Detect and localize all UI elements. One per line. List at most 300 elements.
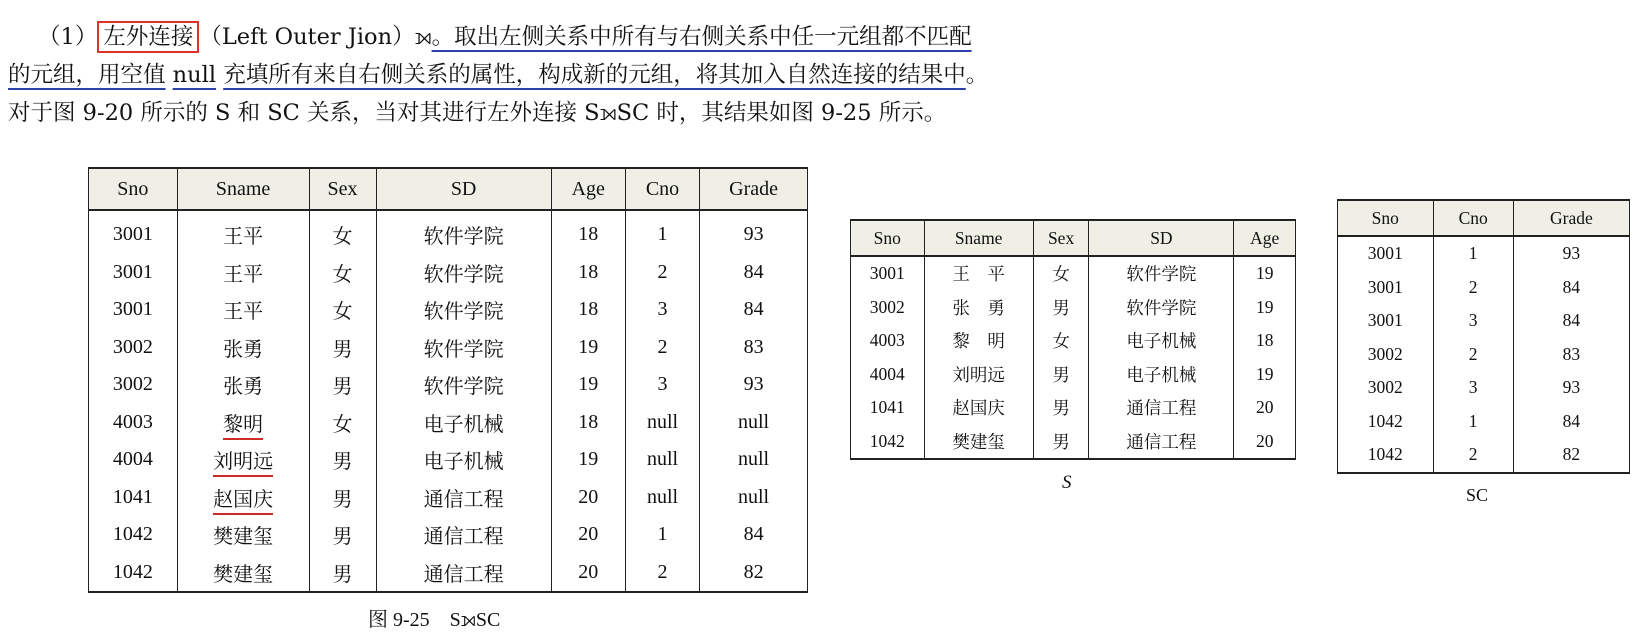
cell-text: 2: [1468, 444, 1478, 465]
cell-sname: [177, 329, 309, 367]
cell-text: 电子机械: [423, 413, 504, 436]
cell-grade: [700, 516, 808, 554]
cell-text: 18: [1255, 330, 1274, 351]
header-age: Age: [1234, 220, 1296, 256]
table-row: [851, 425, 1296, 460]
cell-sd: [376, 441, 551, 479]
cell-text: 女: [332, 413, 353, 436]
cell-sname: [177, 254, 309, 292]
cell-text: 樊建玺: [213, 563, 274, 586]
sc-table-caption: SC: [1466, 485, 1489, 505]
s-relation-table: [850, 219, 1296, 460]
header-sno: Sno: [89, 168, 178, 210]
cell-text: 18: [578, 410, 599, 433]
cell-sno: [89, 479, 178, 517]
header-grade: Grade: [1513, 200, 1629, 236]
cell-text: 男: [332, 376, 353, 399]
cell-text: 软件学院: [423, 338, 504, 361]
caption-suffix: SC: [475, 609, 501, 631]
cell-text: 刘明远: [952, 364, 1005, 385]
cell-text: 黎明: [223, 414, 263, 440]
cell-grade: [1513, 338, 1629, 372]
header-sname: Sname: [177, 168, 309, 210]
sentence-1: 。取出左侧关系中所有与右侧关系中任一元组都不匹配的元组，用空值: [8, 24, 972, 88]
header-sd: SD: [376, 168, 551, 210]
cell-text: 电子机械: [423, 451, 504, 474]
cell-age: [551, 291, 625, 329]
cell-cno: [625, 479, 699, 517]
cell-text: 男: [1052, 398, 1070, 419]
null-word: null: [172, 62, 217, 88]
cell-text: 1: [1468, 410, 1478, 431]
table-row: [1338, 438, 1630, 473]
cell-sno: [89, 254, 178, 292]
cell-text: 3002: [1367, 343, 1403, 364]
sentence-4: SC 时，其结果如图 9-25 所示。: [616, 100, 947, 126]
cell-text: 男: [332, 563, 353, 586]
header-cno: Cno: [1433, 200, 1513, 236]
cell-age: [1234, 391, 1296, 425]
cell-text: 83: [743, 335, 764, 358]
cell-text: 软件学院: [1126, 297, 1197, 318]
cell-text: 4004: [869, 363, 905, 384]
cell-text: 3002: [112, 373, 153, 396]
table-row: [89, 404, 808, 442]
cell-text: 93: [743, 373, 764, 396]
table-row: [851, 291, 1296, 325]
cell-sex: [1033, 324, 1089, 358]
table-row: [89, 516, 808, 554]
cell-text: 樊建玺: [213, 526, 274, 549]
cell-text: 19: [578, 448, 599, 471]
cell-cno: [625, 516, 699, 554]
cell-text: 女: [332, 301, 353, 324]
cell-sex: [1033, 256, 1089, 291]
cell-text: 3002: [869, 296, 905, 317]
table-row: [89, 329, 808, 367]
cell-text: 王平: [223, 301, 264, 324]
cell-sex: [309, 441, 376, 479]
cell-sname: [177, 479, 309, 517]
cell-text: 女: [332, 263, 353, 286]
cell-text: 软件学院: [423, 376, 504, 399]
cell-sno: [851, 358, 925, 392]
cell-text: 84: [1562, 410, 1581, 431]
table-row: [89, 554, 808, 593]
cell-text: 1: [657, 223, 668, 246]
definition-paragraph: [8, 18, 993, 132]
cell-sname: [177, 554, 309, 593]
header-sname: Sname: [924, 220, 1033, 256]
cell-text: 3: [1468, 310, 1478, 331]
cell-sex: [309, 516, 376, 554]
cell-age: [551, 479, 625, 517]
cell-cno: [625, 404, 699, 442]
cell-text: 1042: [1367, 444, 1403, 465]
header-sex: Sex: [1033, 220, 1089, 256]
cell-grade: [1513, 371, 1629, 405]
table-row: [1338, 405, 1630, 439]
cell-sname: [177, 516, 309, 554]
cell-text: 93: [1562, 377, 1581, 398]
cell-sd: [1089, 358, 1234, 392]
cell-text: 83: [1562, 343, 1581, 364]
cell-cno: [625, 210, 699, 254]
cell-sno: [1338, 304, 1434, 338]
cell-sex: [1033, 425, 1089, 460]
cell-sno: [89, 210, 178, 254]
cell-sex: [1033, 291, 1089, 325]
table-row: [89, 366, 808, 404]
cell-text: 女: [332, 226, 353, 249]
cell-text: 19: [1255, 363, 1274, 384]
cell-text: 20: [578, 560, 599, 583]
cell-text: 84: [1562, 310, 1581, 331]
cell-sname: [177, 291, 309, 329]
cell-age: [1234, 358, 1296, 392]
cell-grade: [700, 254, 808, 292]
cell-text: 女: [1052, 331, 1070, 352]
cell-text: 1041: [112, 485, 153, 508]
cell-text: 4003: [112, 410, 153, 433]
cell-sd: [1089, 391, 1234, 425]
cell-sno: [89, 554, 178, 593]
cell-grade: [1513, 236, 1629, 271]
cell-sname: [924, 358, 1033, 392]
cell-text: 1041: [869, 397, 905, 418]
cell-cno: [1433, 405, 1513, 439]
cell-text: 3: [657, 298, 668, 321]
cell-text: 19: [1255, 263, 1274, 284]
cell-text: 男: [332, 451, 353, 474]
table-row: [851, 391, 1296, 425]
cell-text: 王平: [223, 263, 264, 286]
cell-age: [551, 404, 625, 442]
cell-sno: [851, 324, 925, 358]
cell-sex: [309, 366, 376, 404]
cell-sno: [1338, 438, 1434, 473]
cell-text: 软件学院: [423, 301, 504, 324]
cell-sex: [309, 329, 376, 367]
cell-text: null: [738, 448, 770, 471]
cell-cno: [1433, 304, 1513, 338]
left-join-symbol-inline: ⟕: [599, 100, 617, 126]
cell-sd: [376, 291, 551, 329]
cell-sno: [89, 329, 178, 367]
cell-text: null: [646, 485, 679, 508]
cell-text: 1: [657, 523, 668, 546]
cell-age: [551, 441, 625, 479]
cell-text: 男: [1052, 364, 1070, 385]
table-row: [851, 256, 1296, 291]
table-row: [1338, 271, 1630, 305]
cell-grade: [700, 329, 808, 367]
cell-text: 93: [743, 223, 764, 246]
cell-cno: [625, 329, 699, 367]
term-highlight-box: [97, 21, 199, 53]
figure-caption-9-25: [368, 603, 500, 632]
cell-text: 赵国庆: [952, 398, 1005, 419]
cell-sex: [1033, 391, 1089, 425]
cell-text: 2: [657, 260, 668, 283]
table-row: [851, 358, 1296, 392]
cell-grade: [700, 441, 808, 479]
cell-sname: [924, 391, 1033, 425]
cell-grade: [1513, 438, 1629, 473]
cell-text: 女: [1052, 264, 1070, 285]
cell-sd: [376, 254, 551, 292]
cell-grade: [1513, 304, 1629, 338]
cell-text: 18: [578, 223, 599, 246]
cell-text: 82: [743, 560, 764, 583]
cell-sd: [1089, 324, 1234, 358]
cell-cno: [625, 366, 699, 404]
cell-sname: [924, 256, 1033, 291]
sc-table-header-row: [1338, 200, 1630, 236]
cell-text: 20: [1255, 397, 1274, 418]
sc-relation-table: [1337, 199, 1630, 474]
cell-text: 2: [1468, 343, 1478, 364]
cell-text: 王平: [223, 226, 264, 249]
cell-sex: [309, 479, 376, 517]
table-row: [1338, 338, 1630, 372]
cell-sex: [309, 210, 376, 254]
cell-sno: [89, 291, 178, 329]
cell-text: 3001: [112, 223, 153, 246]
cell-text: 3002: [1367, 377, 1403, 398]
cell-text: 4004: [112, 448, 153, 471]
cell-sex: [309, 404, 376, 442]
cell-text: 3001: [1367, 243, 1403, 264]
cell-text: 3001: [1367, 276, 1403, 297]
table-row: [89, 291, 808, 329]
cell-grade: [700, 366, 808, 404]
cell-grade: [700, 291, 808, 329]
cell-text: 张 勇: [952, 297, 1005, 318]
cell-text: 19: [1255, 296, 1274, 317]
cell-text: 84: [1562, 276, 1581, 297]
cell-text: 软件学院: [1126, 264, 1197, 285]
cell-text: 2: [657, 560, 668, 583]
cell-text: 通信工程: [423, 563, 504, 586]
cell-cno: [1433, 236, 1513, 271]
cell-sd: [1089, 256, 1234, 291]
cell-text: 通信工程: [1126, 431, 1197, 452]
cell-text: 通信工程: [423, 526, 504, 549]
cell-grade: [700, 404, 808, 442]
cell-text: 男: [332, 526, 353, 549]
cell-sd: [376, 479, 551, 517]
cell-text: null: [738, 485, 770, 508]
cell-cno: [625, 554, 699, 593]
cell-sd: [1089, 291, 1234, 325]
s-table-caption: S: [1062, 472, 1072, 493]
table-row: [89, 479, 808, 517]
cell-grade: [700, 479, 808, 517]
cell-text: 3: [657, 373, 668, 396]
cell-text: 18: [578, 260, 599, 283]
cell-sno: [851, 391, 925, 425]
header-age: Age: [551, 168, 625, 210]
cell-age: [1234, 291, 1296, 325]
cell-sno: [851, 425, 925, 460]
cell-age: [1234, 256, 1296, 291]
header-sd: SD: [1089, 220, 1234, 256]
cell-text: 1042: [112, 523, 153, 546]
cell-text: 84: [743, 523, 764, 546]
result-table-header-row: [89, 168, 808, 210]
cell-text: 84: [743, 260, 764, 283]
cell-text: 4003: [869, 330, 905, 351]
cell-text: 3001: [869, 263, 905, 284]
cell-sno: [89, 366, 178, 404]
cell-age: [551, 554, 625, 593]
cell-text: 20: [578, 523, 599, 546]
table-row: [1338, 304, 1630, 338]
cell-cno: [1433, 338, 1513, 372]
cell-sno: [1338, 371, 1434, 405]
cell-text: 刘明远: [213, 451, 273, 477]
table-row: [89, 441, 808, 479]
term-english: （Left Outer Jion）: [199, 24, 415, 50]
cell-text: 软件学院: [423, 263, 504, 286]
cell-text: 1042: [112, 560, 153, 583]
cell-text: 3: [1468, 377, 1478, 398]
cell-sname: [177, 210, 309, 254]
result-table-body: [89, 210, 808, 592]
cell-sno: [89, 404, 178, 442]
sentence-2: 充填所有来自右侧关系的属性，构成新的元组，将其加入自然连接的结果中: [223, 62, 966, 88]
cell-cno: [625, 254, 699, 292]
cell-sname: [177, 404, 309, 442]
cell-sno: [89, 441, 178, 479]
cell-text: 黎 明: [952, 331, 1005, 352]
cell-text: 1042: [869, 430, 905, 451]
sentence-3: 。对于图 9-20 所示的 S 和 SC 关系，当对其进行左外连接 S: [8, 62, 989, 126]
s-table-body: [851, 256, 1296, 459]
cell-text: 张勇: [223, 376, 264, 399]
cell-text: null: [738, 410, 770, 433]
item-number: （1）: [38, 24, 98, 50]
cell-text: 通信工程: [1126, 398, 1197, 419]
header-grade: Grade: [700, 168, 808, 210]
table-row: [1338, 371, 1630, 405]
cell-grade: [1513, 271, 1629, 305]
cell-text: 82: [1562, 444, 1581, 465]
cell-age: [551, 254, 625, 292]
cell-text: 樊建玺: [952, 431, 1005, 452]
cell-sno: [89, 516, 178, 554]
cell-sex: [309, 254, 376, 292]
cell-text: 男: [1052, 297, 1070, 318]
cell-cno: [625, 441, 699, 479]
cell-age: [551, 329, 625, 367]
cell-text: null: [646, 410, 679, 433]
cell-sno: [1338, 338, 1434, 372]
cell-grade: [700, 554, 808, 593]
cell-text: null: [646, 448, 679, 471]
table-row: [89, 210, 808, 254]
cell-text: 1: [1468, 243, 1478, 264]
cell-sno: [851, 256, 925, 291]
cell-text: 软件学院: [423, 226, 504, 249]
term-left-outer-join: 左外连接: [103, 24, 194, 50]
result-table-9-25: [88, 167, 808, 593]
cell-sex: [1033, 358, 1089, 392]
cell-sno: [851, 291, 925, 325]
caption-join-symbol: ⟕: [460, 609, 476, 631]
cell-sno: [1338, 271, 1434, 305]
cell-sd: [376, 329, 551, 367]
header-sno: Sno: [1338, 200, 1434, 236]
cell-grade: [700, 210, 808, 254]
left-join-symbol: ⟕: [414, 24, 432, 50]
cell-sd: [376, 404, 551, 442]
cell-text: 电子机械: [1126, 364, 1197, 385]
cell-text: 男: [1052, 431, 1070, 452]
header-cno: Cno: [625, 168, 699, 210]
cell-age: [551, 366, 625, 404]
cell-grade: [1513, 405, 1629, 439]
cell-age: [1234, 324, 1296, 358]
cell-text: 1042: [1367, 410, 1403, 431]
sc-table-body: [1338, 236, 1630, 473]
cell-text: 男: [332, 488, 353, 511]
cell-sname: [924, 425, 1033, 460]
cell-text: 84: [743, 298, 764, 321]
cell-text: 20: [578, 485, 599, 508]
cell-text: 电子机械: [1126, 331, 1197, 352]
table-row: [851, 324, 1296, 358]
cell-text: 3002: [112, 335, 153, 358]
cell-text: 3001: [1367, 310, 1403, 331]
cell-sname: [924, 324, 1033, 358]
s-table-header-row: [851, 220, 1296, 256]
cell-cno: [1433, 438, 1513, 473]
cell-age: [551, 210, 625, 254]
cell-cno: [1433, 271, 1513, 305]
cell-sd: [1089, 425, 1234, 460]
cell-text: 19: [578, 373, 599, 396]
cell-sex: [309, 291, 376, 329]
cell-sd: [376, 366, 551, 404]
cell-text: 2: [1468, 276, 1478, 297]
cell-text: 93: [1562, 243, 1581, 264]
cell-text: 王 平: [952, 264, 1005, 285]
cell-text: 19: [578, 335, 599, 358]
table-row: [89, 254, 808, 292]
cell-sname: [177, 441, 309, 479]
cell-sd: [376, 554, 551, 593]
table-row: [1338, 236, 1630, 271]
cell-text: 赵国庆: [213, 489, 273, 515]
cell-text: 3001: [112, 260, 153, 283]
cell-sno: [1338, 236, 1434, 271]
cell-cno: [1433, 371, 1513, 405]
cell-age: [1234, 425, 1296, 460]
cell-sno: [1338, 405, 1434, 439]
header-sex: Sex: [309, 168, 376, 210]
cell-text: 18: [578, 298, 599, 321]
cell-sname: [177, 366, 309, 404]
cell-text: 张勇: [223, 338, 264, 361]
caption-prefix: 图 9-25 S: [368, 609, 461, 631]
cell-text: 男: [332, 338, 353, 361]
cell-sname: [924, 291, 1033, 325]
cell-text: 2: [657, 335, 668, 358]
cell-sd: [376, 210, 551, 254]
cell-age: [551, 516, 625, 554]
